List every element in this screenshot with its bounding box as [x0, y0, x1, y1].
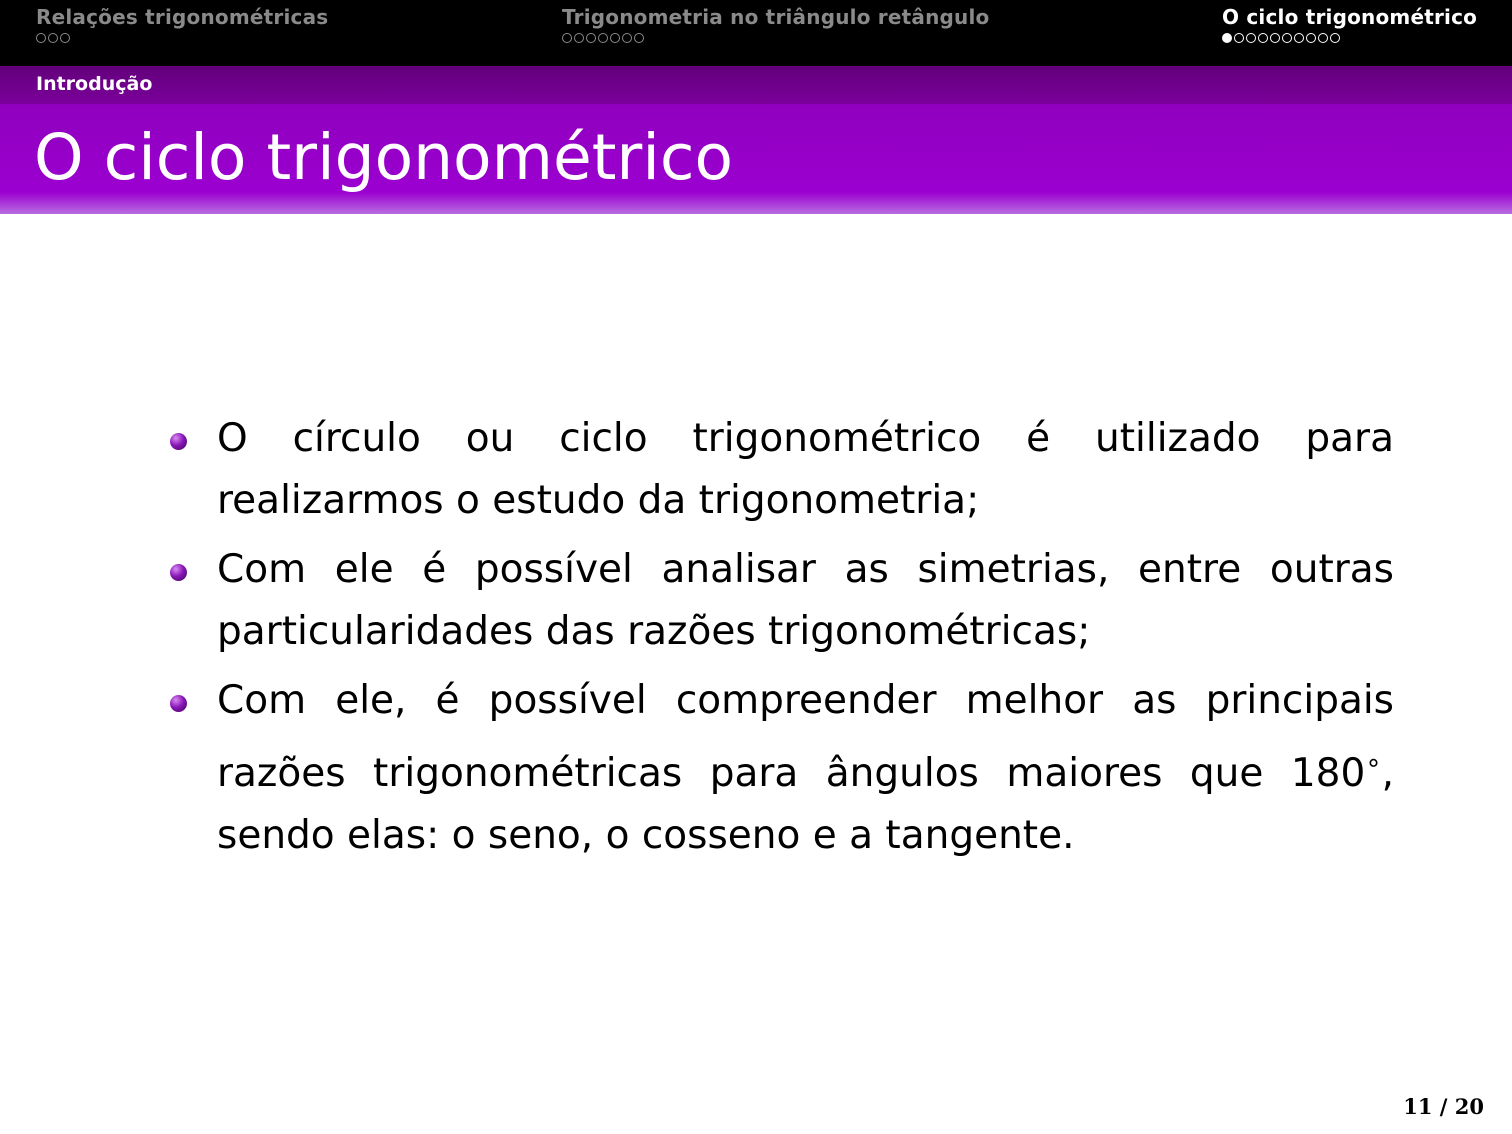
- nav-progress-dots: [1222, 31, 1477, 45]
- bullet-list: [168, 408, 1394, 874]
- nav-dot[interactable]: [1258, 33, 1268, 43]
- nav-progress-dots: [36, 31, 328, 45]
- bullet-item: [168, 539, 1394, 663]
- nav-dot[interactable]: [1330, 33, 1340, 43]
- bullet-text: O círculo ou ciclo trigonométrico é utilizado para realizarmos o estudo da trigonometria;: [217, 416, 1394, 523]
- degree-symbol: ∘: [1365, 748, 1382, 778]
- nav-dot-current[interactable]: [1222, 33, 1232, 43]
- ball-bullet-icon: [170, 695, 187, 712]
- nav-dot[interactable]: [1318, 33, 1328, 43]
- frame-title-bar: [0, 104, 1512, 214]
- nav-section-ciclo[interactable]: [1222, 4, 1477, 45]
- nav-dot[interactable]: [1306, 33, 1316, 43]
- ball-bullet-icon: [170, 564, 187, 581]
- nav-dot[interactable]: [1270, 33, 1280, 43]
- bullet-text-part: Com ele, é possível compreender melhor as principais razões trigonométricas para ângulos maiores que 180: [217, 678, 1394, 796]
- nav-dot[interactable]: [36, 33, 46, 43]
- nav-dot[interactable]: [1246, 33, 1256, 43]
- nav-dot[interactable]: [1234, 33, 1244, 43]
- bullet-text-part: , sendo elas: o seno, o cosseno e a tangente.: [217, 751, 1394, 858]
- nav-dot[interactable]: [1282, 33, 1292, 43]
- nav-dot[interactable]: [586, 33, 596, 43]
- nav-section-title[interactable]: Relações trigonométricas: [36, 5, 329, 29]
- nav-dot[interactable]: [60, 33, 70, 43]
- nav-dot[interactable]: [48, 33, 58, 43]
- bullet-text: Com ele é possível analisar as simetrias, entre outras particularidades das razões trigonométricas;: [217, 547, 1394, 654]
- subsection-title[interactable]: Introdução: [36, 73, 153, 95]
- subsection-bar: [0, 66, 1512, 104]
- nav-dot[interactable]: [610, 33, 620, 43]
- frame-title: O ciclo trigonométrico: [34, 121, 733, 194]
- ball-bullet-icon: [170, 433, 187, 450]
- nav-dot[interactable]: [1294, 33, 1304, 43]
- nav-section-title[interactable]: O ciclo trigonométrico: [1222, 5, 1478, 29]
- bullet-item: [168, 408, 1394, 532]
- nav-progress-dots: [562, 31, 989, 45]
- nav-dot[interactable]: [622, 33, 632, 43]
- nav-section-relacoes[interactable]: [36, 4, 328, 45]
- nav-dot[interactable]: [598, 33, 608, 43]
- page-number: 11 / 20: [1403, 1094, 1484, 1119]
- nav-section-triangulo[interactable]: [562, 4, 989, 45]
- nav-dot[interactable]: [574, 33, 584, 43]
- nav-dot[interactable]: [562, 33, 572, 43]
- bullet-item: [168, 670, 1394, 867]
- nav-dot[interactable]: [634, 33, 644, 43]
- nav-section-title[interactable]: Trigonometria no triângulo retângulo: [562, 5, 990, 29]
- navigation-bar: [0, 0, 1512, 66]
- bullet-text: [217, 678, 1394, 858]
